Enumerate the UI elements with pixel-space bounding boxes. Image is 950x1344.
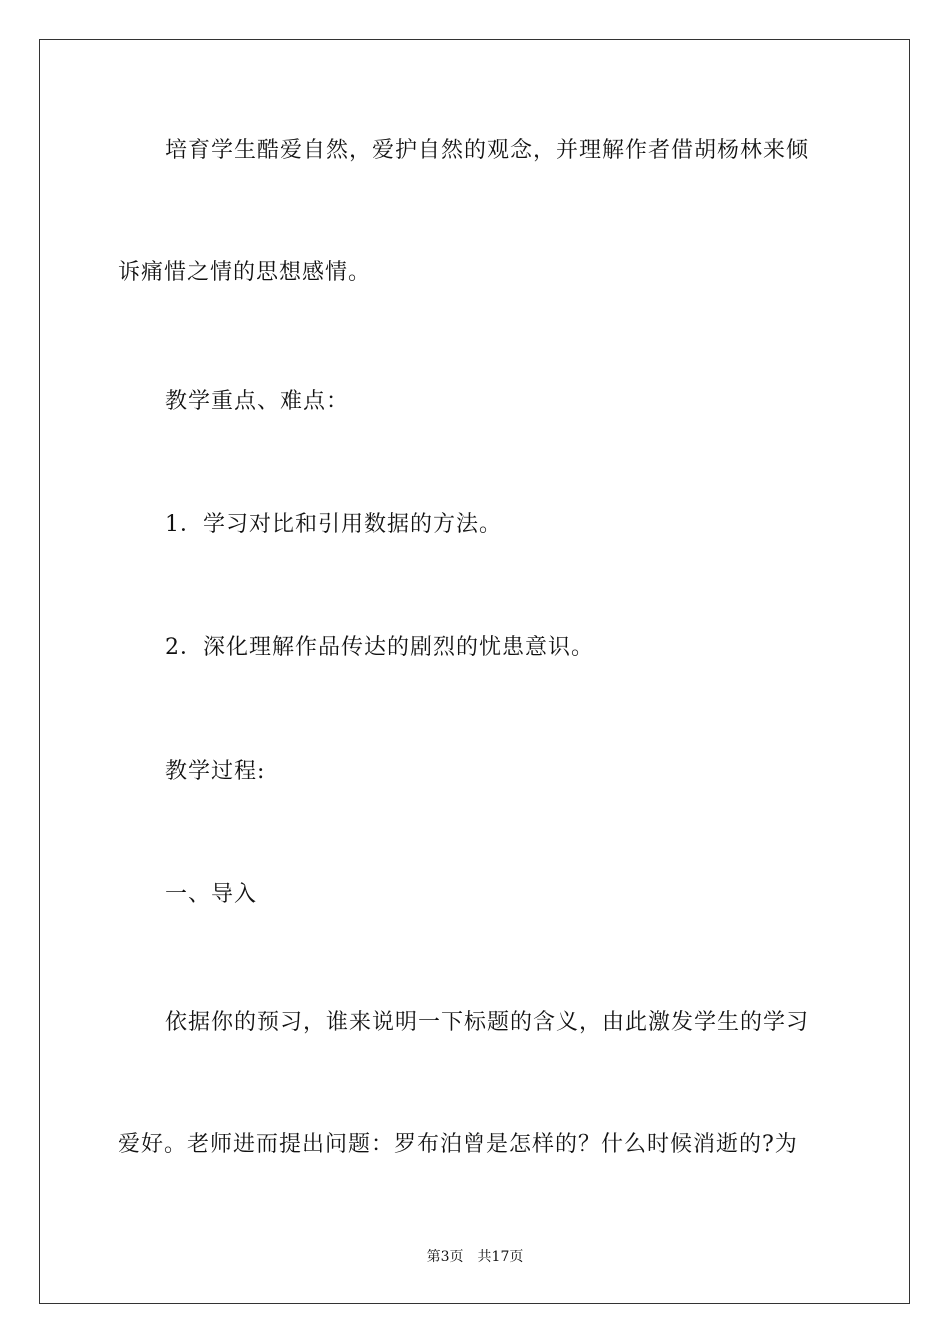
list-item-1: 1．学习对比和引用数据的方法。	[165, 512, 502, 537]
paragraph-line-4: 爱好。老师进而提出问题：罗布泊曾是怎样的？什么时候消逝的?为	[118, 1132, 798, 1157]
paragraph-line-1: 培育学生酷爱自然，爱护自然的观念，并理解作者借胡杨林来倾	[165, 138, 810, 163]
list-item-2: 2．深化理解作品传达的剧烈的忧患意识。	[165, 635, 594, 660]
subsection-heading-intro: 一、导入	[165, 882, 258, 907]
section-heading-key-points: 教学重点、难点：	[165, 389, 350, 414]
paragraph-line-2: 诉痛惜之情的思想感情。	[118, 260, 372, 285]
section-heading-process: 教学过程:	[165, 759, 266, 784]
page-border	[39, 39, 910, 1304]
paragraph-line-3: 依据你的预习，谁来说明一下标题的含义，由此激发学生的学习	[165, 1010, 810, 1035]
page-number-footer: 第3页 共17页	[426, 1249, 524, 1265]
